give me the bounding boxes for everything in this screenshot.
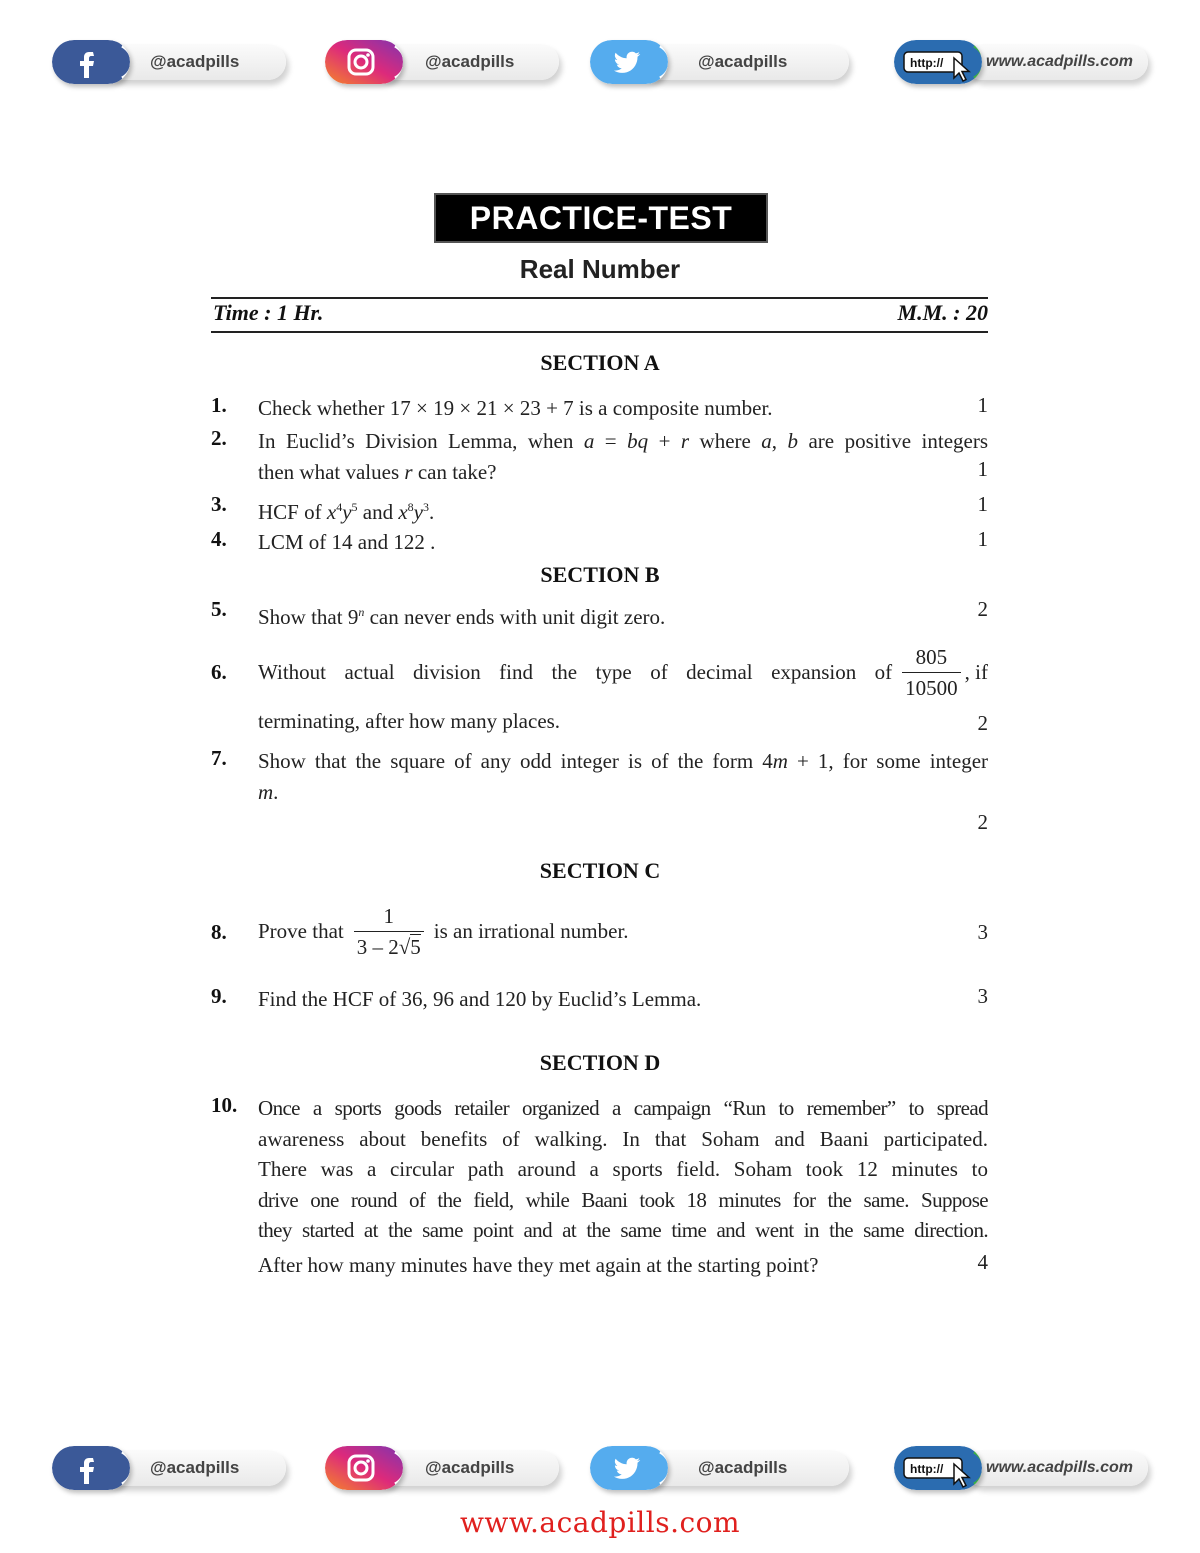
question-marks: 1	[977, 393, 988, 417]
social-bar-bottom	[52, 1444, 1148, 1498]
section-b-heading: SECTION B	[540, 562, 660, 587]
question-marks: 3	[977, 984, 988, 1008]
page-title: PRACTICE-TEST	[434, 193, 768, 243]
question-text: Find the HCF of 36, 96 and 120 by Euclid’s Lemma.	[258, 987, 702, 1011]
twitter-handle: @acadpills	[640, 1450, 849, 1486]
twitter-badge[interactable]	[590, 1444, 855, 1492]
browser-cursor-icon	[894, 40, 982, 84]
instagram-handle: @acadpills	[375, 44, 559, 80]
question-text: LCM of 14 and 122 .	[258, 530, 436, 554]
question-text: In Euclid’s Division Lemma, when a = bq + r where a, b are positive integers then what values r can take?	[258, 429, 988, 484]
question-text: Prove that $\frac{1}{3 - 2√5}$ is an irrational number.	[258, 903, 629, 959]
subject-title: Real Number	[519, 254, 681, 284]
question-number: 5.	[211, 597, 227, 621]
time-label: Time : 1 Hr.	[213, 300, 324, 325]
question-text: Once a sports goods retailer organized a campaign “Run to remember” to spread awareness about benefits of walking. In that Soham and Baani participated. There was a circular path around a sports field. Soham took 12 minutes to drive one round of the field, while Baani took 18 minutes for the same. Suppose they started at the same point and at the same time and went in the same direction. After how many minutes have they met again at the starting point?	[258, 1096, 988, 1277]
fraction: $\frac{1}{3 - 2√5}$	[354, 903, 424, 960]
question-6	[211, 641, 988, 741]
question-number: 4.	[211, 527, 227, 551]
question-marks: 2	[977, 597, 988, 621]
question-number: 1.	[211, 393, 227, 417]
question-number: 7.	[211, 746, 227, 770]
instagram-handle: @acadpills	[375, 1450, 559, 1486]
question-10	[211, 1093, 988, 1283]
question-text: Show that 9$^n$ can never ends with unit digit zero.	[258, 605, 666, 629]
question-1	[211, 393, 988, 423]
twitter-badge[interactable]	[590, 38, 855, 86]
question-number: 10.	[211, 1093, 238, 1117]
question-text: Without actual division find the type of decimal expansion of $\frac{805}{10500}$ , if terminating, after how many places.	[258, 644, 988, 733]
question-number: 9.	[211, 984, 227, 1008]
question-marks: 4	[977, 1250, 988, 1274]
question-marks: 2	[977, 711, 988, 735]
facebook-icon	[52, 40, 130, 84]
browser-cursor-icon	[894, 1446, 982, 1490]
facebook-handle: @acadpills	[102, 44, 286, 80]
question-number: 8.	[211, 920, 227, 944]
fraction: $\frac{805}{10500}$	[902, 644, 961, 701]
http-label: http://	[910, 1462, 944, 1476]
twitter-handle: @acadpills	[640, 44, 849, 80]
facebook-badge[interactable]	[52, 1444, 292, 1492]
question-text: Check whether 17 × 19 × 21 × 23 + 7 is a composite number.	[258, 396, 773, 420]
sqrt-icon: √	[398, 934, 411, 959]
social-bar-top	[52, 38, 1148, 92]
website-badge[interactable]	[894, 38, 1148, 86]
question-8	[211, 900, 988, 962]
max-marks-label: M.M. : 20	[897, 300, 988, 325]
section-c-heading: SECTION C	[539, 858, 661, 883]
question-marks: 1	[977, 457, 988, 481]
http-label: http://	[910, 56, 944, 70]
question-marks: 1	[977, 492, 988, 516]
footer-website-link[interactable]: www.acadpills.com	[459, 1506, 741, 1539]
facebook-icon	[52, 1446, 130, 1490]
question-3	[211, 492, 988, 522]
section-a-heading: SECTION A	[540, 350, 660, 375]
facebook-handle: @acadpills	[102, 1450, 286, 1486]
question-number: 3.	[211, 492, 227, 516]
question-text: Show that the square of any odd integer is of the form 4m + 1, for some integer m.	[258, 749, 988, 804]
twitter-icon	[590, 1446, 668, 1490]
website-badge[interactable]	[894, 1444, 1148, 1492]
facebook-badge[interactable]	[52, 38, 292, 86]
instagram-badge[interactable]	[325, 1444, 565, 1492]
question-marks: 1	[977, 527, 988, 551]
header-rule-bottom	[211, 331, 988, 333]
question-2	[211, 426, 988, 488]
header-rule-top	[211, 297, 988, 299]
question-5	[211, 597, 988, 627]
website-handle: www.acadpills.com	[964, 1450, 1148, 1486]
question-9	[211, 984, 988, 1014]
question-marks: 3	[977, 920, 988, 944]
question-number: 6.	[211, 660, 227, 684]
instagram-badge[interactable]	[325, 38, 565, 86]
question-number: 2.	[211, 426, 227, 450]
section-d-heading: SECTION D	[539, 1050, 661, 1075]
instagram-icon	[325, 40, 403, 84]
question-4	[211, 527, 988, 557]
question-text: HCF of $x^4y^5$ and $x^8y^3$.	[258, 500, 435, 524]
twitter-icon	[590, 40, 668, 84]
website-handle: www.acadpills.com	[964, 44, 1148, 80]
instagram-icon	[325, 1446, 403, 1490]
question-marks: 2	[977, 810, 988, 834]
question-7	[211, 746, 988, 841]
